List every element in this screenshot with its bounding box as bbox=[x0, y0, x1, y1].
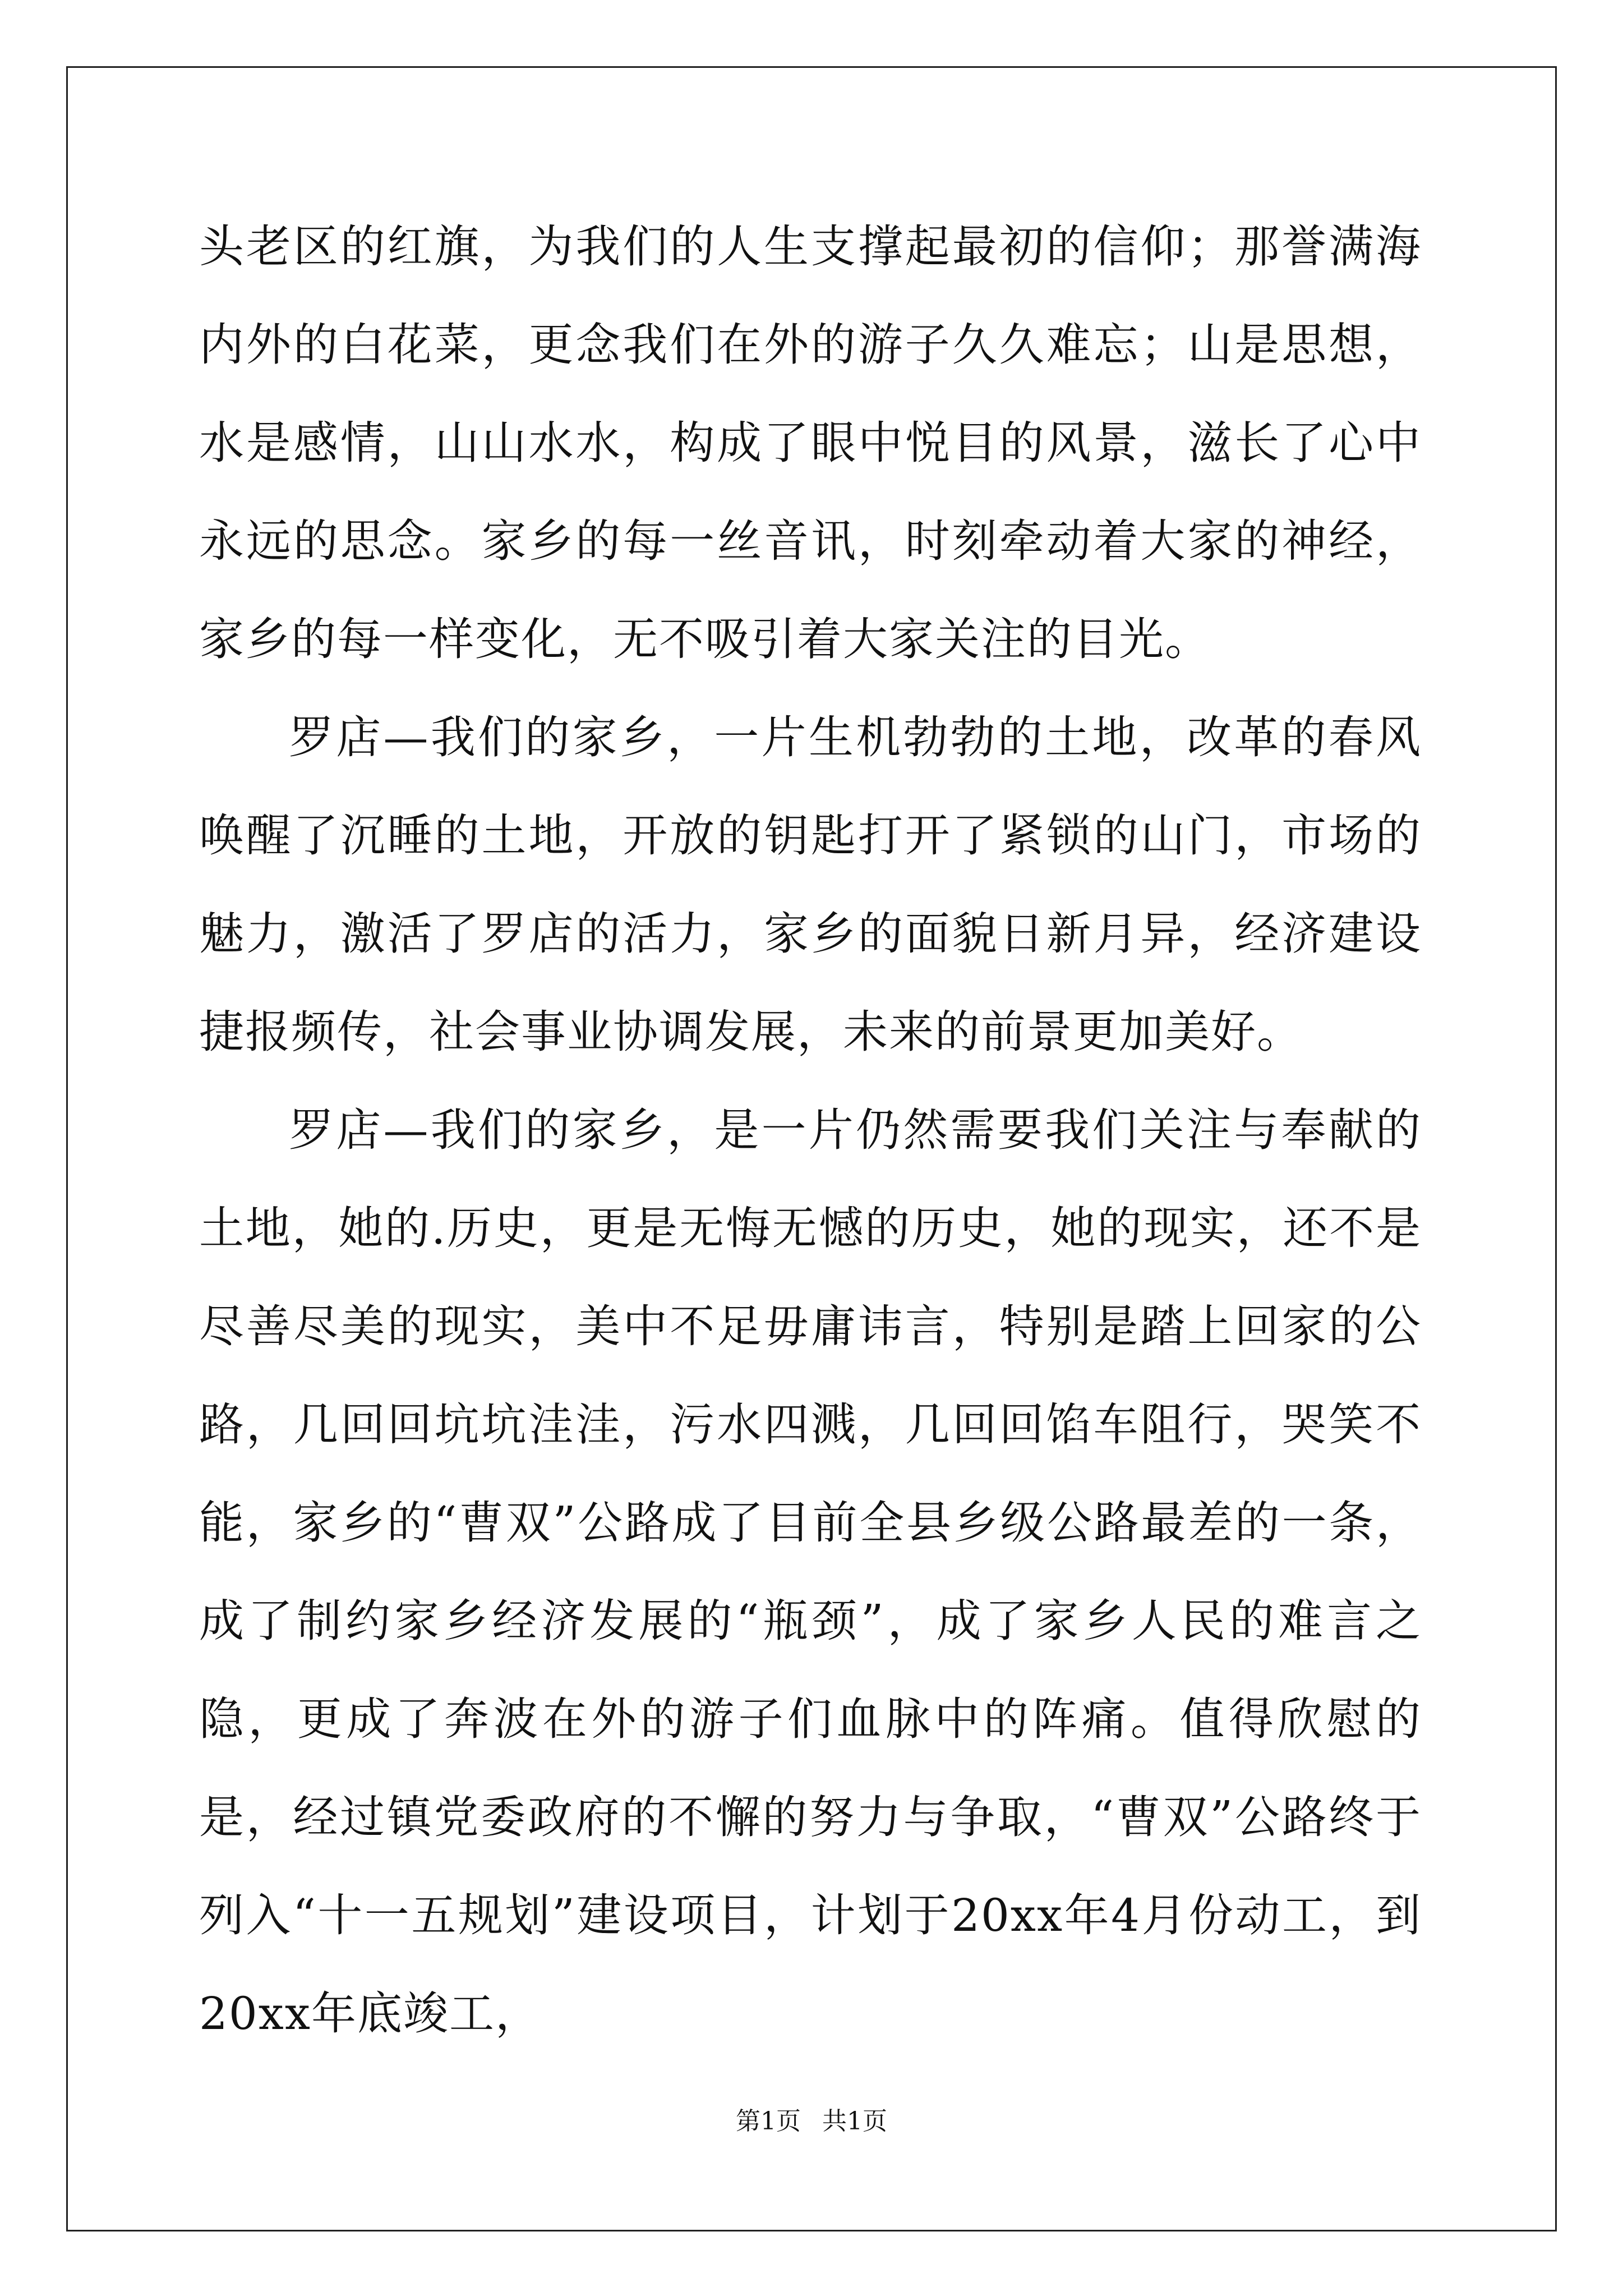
page-footer bbox=[0, 2105, 1623, 2138]
page-total: 共1页 bbox=[822, 2107, 887, 2136]
paragraph-3: 罗店—我们的家乡，是一片仍然需要我们关注与奉献的土地，她的.历史，更是无悔无憾的历史，她的现实，还不是尽善尽美的现实，美中不足毋庸讳言，特别是踏上回家的公路，几回回坑坑洼洼，污水四溅，几回回馅车阻行，哭笑不能，家乡的“曹双”公路成了目前全县乡级公路最差的一条，成了制约家乡经济发展的“瓶颈”，成了家乡人民的难言之隐，更成了奔波在外的游子们血脉中的阵痛。值得欣慰的是，经过镇党委政府的不懈的努力与争取，“曹双”公路终于列入“十一五规划”建设项目，计划于20xx年4月份动工，到20xx年底竣工， bbox=[199, 1104, 1422, 2040]
document-body bbox=[199, 197, 1422, 2063]
paragraph-1: 头老区的红旗，为我们的人生支撑起最初的信仰；那誉满海内外的白花菜，更念我们在外的游子久久难忘；山是思想，水是感情，山山水水，构成了眼中悦目的风景，滋长了心中永远的思念。家乡的每一丝音讯，时刻牵动着大家的神经，家乡的每一样变化，无不吸引着大家关注的目光。 bbox=[199, 220, 1422, 665]
page-number: 第1页 bbox=[736, 2107, 801, 2136]
paragraph-2: 罗店—我们的家乡，一片生机勃勃的土地，改革的春风唤醒了沉睡的土地，开放的钥匙打开了紧锁的山门，市场的魅力，激活了罗店的活力，家乡的面貌日新月异，经济建设捷报频传，社会事业协调发展，未来的前景更加美好。 bbox=[199, 711, 1422, 1058]
